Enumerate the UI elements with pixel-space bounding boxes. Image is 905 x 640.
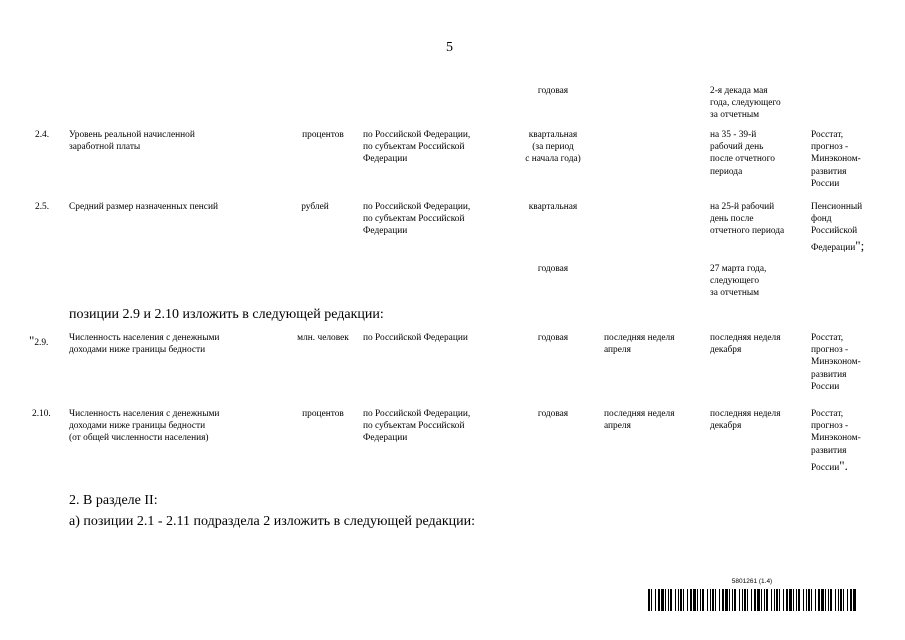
barcode-number: 5801261 (1.4) (731, 578, 773, 585)
row-2-10-number: 2.10. (32, 409, 51, 419)
row-2-10-preliminary: последняя неделя апреля (604, 409, 675, 432)
row-2-9-opening-quote: " (29, 333, 35, 348)
row-2-4-number: 2.4. (35, 130, 50, 140)
paragraph-positions-2-9-2-10: позиции 2.9 и 2.10 изложить в следующей редакции: (69, 307, 384, 322)
row-2-5-unit: рублей (301, 202, 329, 212)
row-2-5-level: по Российской Федерации, по субъектам Российской Федерации (363, 202, 471, 237)
row-2-10-deadline: последняя неделя декабря (710, 409, 781, 432)
row-2-5-number: 2.5. (35, 202, 50, 212)
row-2-9-number: 2.9. (34, 338, 49, 348)
row-2-9-periodicity: годовая (537, 333, 569, 343)
row-2-5-annual-periodicity: годовая (537, 264, 569, 274)
row-2-5-closing-quote: "; (855, 238, 865, 253)
row-2-5-responsible-last: Федерации (811, 243, 856, 253)
row-2-10-responsible-last: России (811, 463, 840, 473)
row-2-10-closing-quote: ". (839, 458, 848, 473)
row-2-10-responsible: Росстат, прогноз - Минэконом- развития (811, 409, 861, 456)
row-2-9-unit: млн. человек (297, 333, 349, 343)
barcode-image (648, 589, 856, 611)
row-2-10-name: Численность населения с денежными доходами ниже границы бедности (от общей численности населения) (69, 409, 220, 444)
row-2-5-annual-deadline: 27 марта года, следующего за отчетным (710, 264, 767, 299)
row-2-9-level: по Российской Федерации (363, 333, 468, 343)
row-2-9-deadline: последняя неделя декабря (710, 333, 781, 356)
row-2-9-number-cell (29, 332, 48, 350)
row-2-5-periodicity: квартальная (528, 202, 578, 212)
row-2-5-deadline: на 25-й рабочий день после отчетного периода (710, 202, 785, 237)
cont-periodicity: годовая (537, 86, 569, 96)
row-2-5-responsible-end (811, 237, 864, 255)
row-2-9-preliminary: последняя неделя апреля (604, 333, 675, 356)
page-number: 5 (446, 40, 453, 55)
row-2-10-responsible-end (811, 457, 848, 475)
row-2-4-unit: процентов (302, 130, 344, 140)
cont-deadline: 2-я декада мая года, следующего за отчетным (710, 86, 781, 121)
row-2-4-responsible: Росстат, прогноз - Минэконом- развития России (811, 130, 861, 189)
row-2-4-name: Уровень реальной начисленной заработной платы (69, 130, 195, 153)
row-2-5-responsible: Пенсионный фонд Российской (811, 202, 863, 237)
row-2-9-responsible: Росстат, прогноз - Минэконом- развития России (811, 333, 861, 392)
row-2-9-name: Численность населения с денежными доходами ниже границы бедности (69, 333, 220, 356)
paragraph-section-ii: 2. В разделе II: (69, 493, 158, 508)
row-2-4-periodicity: квартальная (за период с начала года) (525, 130, 581, 165)
row-2-4-deadline: на 35 - 39-й рабочий день после отчетного периода (710, 130, 775, 177)
row-2-10-level: по Российской Федерации, по субъектам Российской Федерации (363, 409, 471, 444)
row-2-5-name: Средний размер назначенных пенсий (69, 202, 219, 212)
row-2-4-level: по Российской Федерации, по субъектам Российской Федерации (363, 130, 471, 165)
paragraph-item-a: а) позиции 2.1 - 2.11 подраздела 2 изложить в следующей редакции: (69, 514, 476, 529)
row-2-10-periodicity: годовая (537, 409, 569, 419)
row-2-10-unit: процентов (302, 409, 344, 419)
